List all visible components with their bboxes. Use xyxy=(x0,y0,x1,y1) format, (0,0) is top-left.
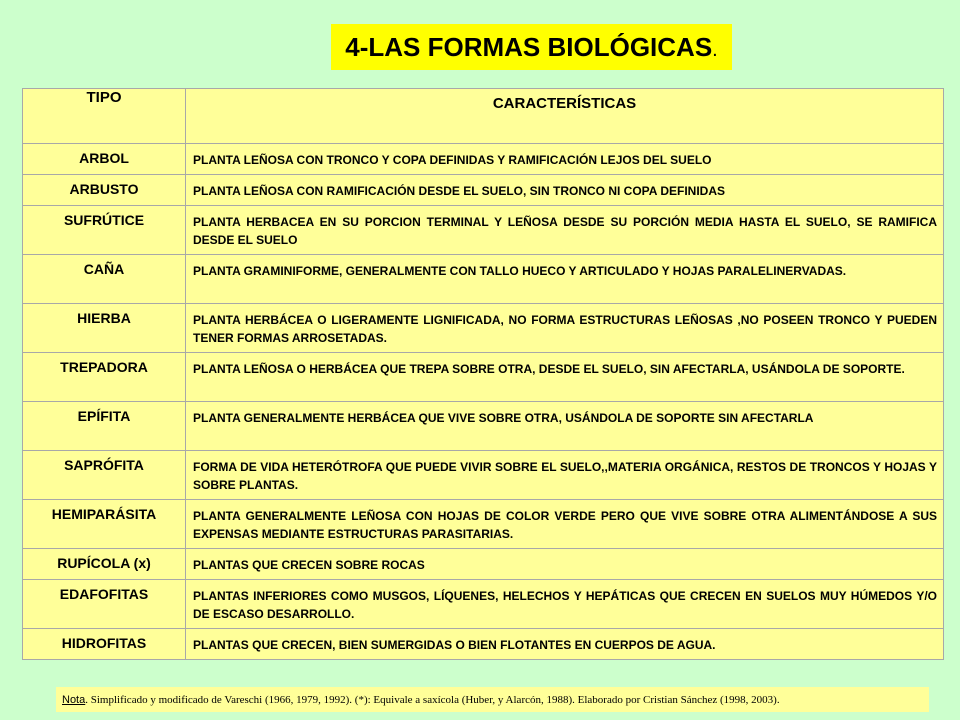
row-caracteristicas: PLANTA HERBÁCEA O LIGERAMENTE LIGNIFICADA, NO FORMA ESTRUCTURAS LEÑOSAS ,NO POSEEN TRONCO Y PUEDEN TENER FORMAS ARROSETADAS. xyxy=(186,304,944,353)
table-row xyxy=(23,580,944,629)
table-row xyxy=(23,144,944,175)
page-title: 4-LAS FORMAS BIOLÓGICAS. xyxy=(345,31,718,62)
table-row xyxy=(23,304,944,353)
row-caracteristicas: PLANTAS INFERIORES COMO MUSGOS, LÍQUENES, HELECHOS Y HEPÁTICAS QUE CRECEN EN SUELOS MUY HÚMEDOS Y/O DE ESCASO DESARROLLO. xyxy=(186,580,944,629)
row-caracteristicas: PLANTAS QUE CRECEN, BIEN SUMERGIDAS O BIEN FLOTANTES EN CUERPOS DE AGUA. xyxy=(186,629,944,660)
table-row xyxy=(23,175,944,206)
row-caracteristicas: PLANTA LEÑOSA CON TRONCO Y COPA DEFINIDAS Y RAMIFICACIÓN LEJOS DEL SUELO xyxy=(186,144,944,175)
table-row xyxy=(23,500,944,549)
header-caracteristicas: CARACTERÍSTICAS xyxy=(186,89,944,144)
row-caracteristicas: FORMA DE VIDA HETERÓTROFA QUE PUEDE VIVIR SOBRE EL SUELO,,MATERIA ORGÁNICA, RESTOS DE TRONCOS Y HOJAS Y SOBRE PLANTAS. xyxy=(186,451,944,500)
row-caracteristicas: PLANTAS QUE CRECEN SOBRE ROCAS xyxy=(186,549,944,580)
table-row xyxy=(23,353,944,402)
table-row xyxy=(23,402,944,451)
row-caracteristicas: PLANTA GRAMINIFORME, GENERALMENTE CON TALLO HUECO Y ARTICULADO Y HOJAS PARALELINERVADAS. xyxy=(186,255,944,304)
row-tipo: TREPADORA xyxy=(23,353,186,402)
row-tipo: ARBUSTO xyxy=(23,175,186,206)
table-row xyxy=(23,549,944,580)
row-tipo: EDAFOFITAS xyxy=(23,580,186,629)
row-tipo: CAÑA xyxy=(23,255,186,304)
row-tipo: ARBOL xyxy=(23,144,186,175)
table-row xyxy=(23,255,944,304)
table-row xyxy=(23,629,944,660)
row-caracteristicas: PLANTA GENERALMENTE LEÑOSA CON HOJAS DE COLOR VERDE PERO QUE VIVE SOBRE OTRA ALIMENTÁNDOSE A SUS EXPENSAS MEDIANTE ESTRUCTURAS PARASITARIAS. xyxy=(186,500,944,549)
row-tipo: EPÍFITA xyxy=(23,402,186,451)
source-note xyxy=(56,687,929,712)
row-caracteristicas: PLANTA HERBACEA EN SU PORCION TERMINAL Y LEÑOSA DESDE SU PORCIÓN MEDIA HASTA EL SUELO, SE RAMIFICA DESDE EL SUELO xyxy=(186,206,944,255)
row-tipo: RUPÍCOLA (x) xyxy=(23,549,186,580)
header-tipo: TIPO xyxy=(23,89,186,144)
row-tipo: SUFRÚTICE xyxy=(23,206,186,255)
title-box xyxy=(331,24,732,70)
note-text: . Simplificado y modificado de Vareschi (1966, 1979, 1992). (*): Equivale a saxícola (Huber, y Alarcón, 1988). Elaborado por Cristian Sánchez (1998, 2003). xyxy=(85,693,780,706)
row-caracteristicas: PLANTA LEÑOSA CON RAMIFICACIÓN DESDE EL SUELO, SIN TRONCO NI COPA DEFINIDAS xyxy=(186,175,944,206)
row-tipo: HIDROFITAS xyxy=(23,629,186,660)
table-row xyxy=(23,451,944,500)
forms-table xyxy=(22,88,944,660)
note-label: Nota xyxy=(62,693,86,706)
row-tipo: SAPRÓFITA xyxy=(23,451,186,500)
table-header-row xyxy=(23,89,944,144)
row-tipo: HEMIPARÁSITA xyxy=(23,500,186,549)
row-tipo: HIERBA xyxy=(23,304,186,353)
row-caracteristicas: PLANTA LEÑOSA O HERBÁCEA QUE TREPA SOBRE OTRA, DESDE EL SUELO, SIN AFECTARLA, USÁNDOLA DE SOPORTE. xyxy=(186,353,944,402)
table-row xyxy=(23,206,944,255)
row-caracteristicas: PLANTA GENERALMENTE HERBÁCEA QUE VIVE SOBRE OTRA, USÁNDOLA DE SOPORTE SIN AFECTARLA xyxy=(186,402,944,451)
